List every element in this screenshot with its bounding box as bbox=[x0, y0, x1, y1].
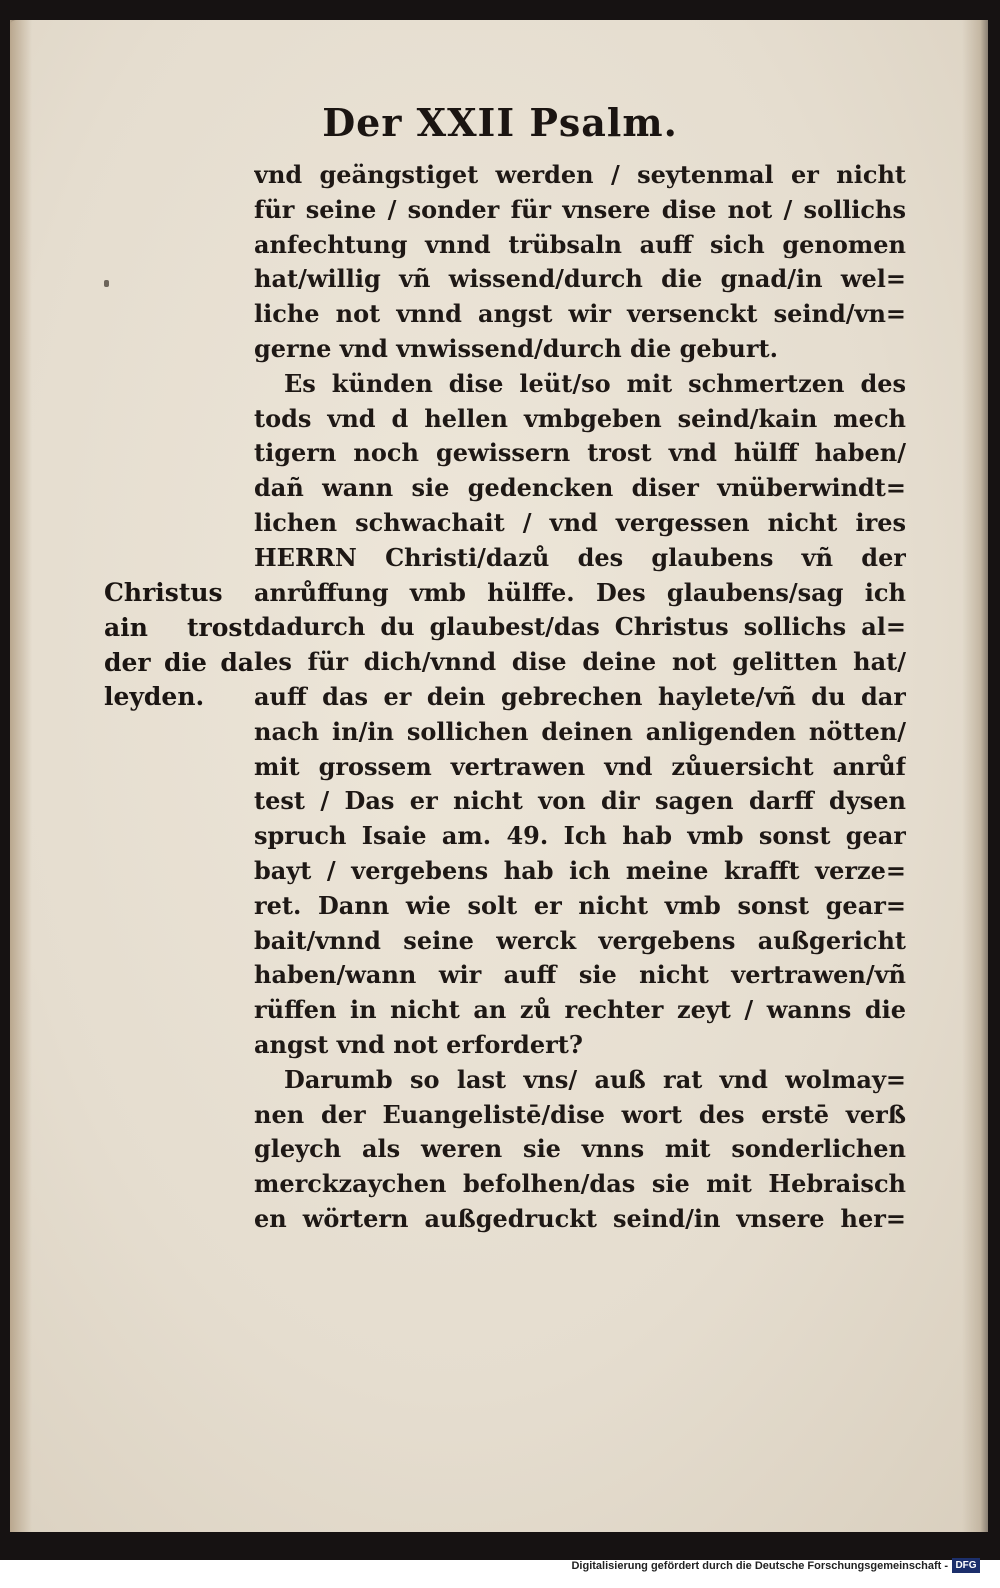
marginal-note-line: Christus bbox=[104, 578, 223, 607]
marginal-note-line: der die da bbox=[104, 647, 254, 677]
dfg-logo: DFG bbox=[952, 1558, 980, 1573]
text-line: liche not vnnd angst wir versenckt seind/vn= bbox=[254, 299, 906, 329]
text-line: HERRN Christi/dazů des glaubens vñ der bbox=[254, 542, 906, 572]
ink-speck bbox=[104, 280, 109, 287]
text-line: anrůffung vmb hülffe. Des glaubens/sag ich bbox=[254, 577, 906, 607]
marginal-note bbox=[104, 576, 254, 715]
marginal-note-line: ain trost bbox=[104, 612, 254, 642]
text-line: lichen schwachait / vnd vergessen nicht ires bbox=[254, 507, 906, 537]
text-line: auff das er dein gebrechen haylete/vñ du dar bbox=[254, 681, 906, 711]
text-line: tods vnd d hellen vmbgeben seind/kain mech bbox=[254, 403, 906, 433]
body-text bbox=[254, 158, 906, 1237]
text-line: nen der Euangelistē/dise wort des erstē verß bbox=[254, 1099, 906, 1129]
text-line: haben/wann wir auff sie nicht vertrawen/vñ bbox=[254, 960, 906, 990]
text-line: nach in/in sollichen deinen anligenden nötten/ bbox=[254, 716, 906, 746]
text-line: bait/vnnd seine werck vergebens außgericht bbox=[254, 925, 906, 955]
text-line: rüffen in nicht an zů rechter zeyt / wanns die bbox=[254, 995, 906, 1025]
text-line: test / Das er nicht von dir sagen darff dysen bbox=[254, 786, 906, 816]
text-line: gerne vnd vnwissend/durch die geburt. bbox=[254, 333, 778, 363]
text-line: für seine / sonder für vnsere dise not / sollichs bbox=[254, 194, 906, 224]
text-line: ret. Dann wie solt er nicht vmb sonst gear= bbox=[254, 890, 906, 920]
running-head: Der XXII Psalm. bbox=[322, 100, 678, 145]
page-gutter-shadow bbox=[10, 20, 32, 1532]
marginal-note-line: leyden. bbox=[104, 682, 205, 712]
text-line: merckzaychen befolhen/das sie mit Hebraisch bbox=[254, 1169, 906, 1199]
text-line: anfechtung vnnd trübsaln auff sich genomen bbox=[254, 229, 906, 259]
text-line: hat/willig vñ wissend/durch die gnad/in wel= bbox=[254, 264, 906, 294]
text-line: tigern noch gewissern trost vnd hülff haben/ bbox=[254, 438, 906, 468]
text-line: dañ wann sie gedencken diser vnüberwindt= bbox=[254, 473, 906, 503]
text-line: Es künden dise leüt/so mit schmertzen des bbox=[284, 368, 906, 398]
text-line: dadurch du glaubest/das Christus sollichs al= bbox=[254, 612, 906, 642]
text-line: vnd geängstiget werden / seytenmal er nicht bbox=[254, 160, 906, 189]
text-line: spruch Isaie am. 49. Ich hab vmb sonst gear bbox=[254, 821, 906, 851]
text-line: gleych als weren sie vnns mit sonderlichen bbox=[254, 1134, 906, 1164]
text-line: en wörtern außgedruckt seind/in vnsere her= bbox=[254, 1203, 906, 1233]
text-line: angst vnd not erfordert? bbox=[254, 1029, 583, 1059]
page-edge-shadow bbox=[962, 20, 988, 1532]
text-line: Darumb so last vns/ auß rat vnd wolmay= bbox=[284, 1064, 906, 1094]
text-line: bayt / vergebens hab ich meine krafft verze= bbox=[254, 855, 906, 885]
funding-credit: Digitalisierung gefördert durch die Deutsche Forschungsgemeinschaft - bbox=[571, 1560, 948, 1572]
text-line: mit grossem vertrawen vnd zůuersicht anrůf bbox=[254, 751, 906, 781]
text-line: les für dich/vnnd dise deine not gelitten hat/ bbox=[254, 647, 906, 677]
